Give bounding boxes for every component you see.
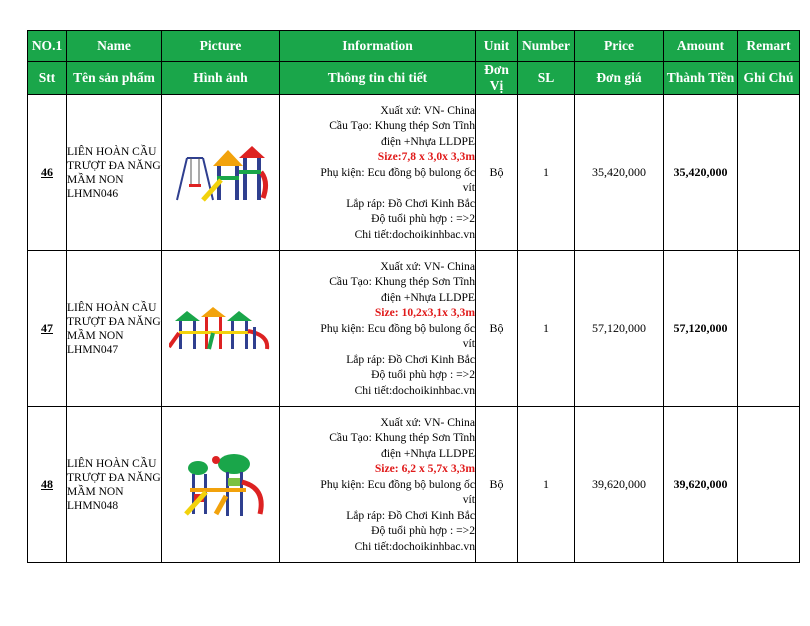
info-structure-cont: điện +Nhựa LLDPE [381,290,475,304]
info-age: Độ tuổi phù hợp : =>2 [371,368,475,382]
product-unit: Bộ [476,407,518,563]
col-header-name: Name [67,31,162,62]
info-size: Size: 10,2x3,1x 3,3m [374,306,475,320]
col-header-don-gia: Đơn giá [575,62,664,95]
product-note [738,251,800,407]
product-unit: Bộ [476,95,518,251]
col-header-price: Price [575,31,664,62]
col-header-number: Number [518,31,575,62]
product-info [280,251,476,407]
playground-swing-slide-icon [173,142,269,204]
info-size: Size:7,8 x 3,0x 3,3m [377,150,475,164]
row-stt-link[interactable]: 46 [28,95,67,251]
row-stt-link[interactable]: 47 [28,251,67,407]
info-structure-cont: điện +Nhựa LLDPE [381,446,475,460]
col-header-stt: Stt [28,62,67,95]
product-price: 57,120,000 [575,251,664,407]
table-row [28,95,800,251]
col-header-hinh-anh: Hình ảnh [162,62,280,95]
product-name: LIÊN HOÀN CẦU TRƯỢT ĐA NĂNG MẦM NON LHMN046 [67,95,162,251]
info-detail: Chi tiết:dochoikinhbac.vn [354,227,475,241]
product-qty: 1 [518,407,575,563]
info-structure-cont: điện +Nhựa LLDPE [381,134,475,148]
col-header-information: Information [280,31,476,62]
col-header-sl: SL [518,62,575,95]
row-stt-link[interactable]: 48 [28,407,67,563]
info-accessory: Phụ kiện: Ecu đồng bộ bulong ốc [320,321,475,335]
table-row [28,407,800,563]
product-picture-cell [162,407,280,563]
col-header-thong-tin: Thông tin chi tiết [280,62,476,95]
col-header-unit: Unit [476,31,518,62]
info-detail: Chi tiết:dochoikinhbac.vn [354,539,475,553]
playground-multi-tower-icon [169,307,273,351]
product-picture-cell [162,251,280,407]
product-price: 35,420,000 [575,95,664,251]
col-header-thanh-tien: Thành Tiền [664,62,738,95]
header-row-vietnamese [28,62,800,95]
product-info [280,407,476,563]
product-picture-cell [162,95,280,251]
table-row [28,251,800,407]
info-size: Size: 6,2 x 5,7x 3,3m [374,462,475,476]
header-row-english [28,31,800,62]
col-header-amount: Amount [664,31,738,62]
col-header-ten-san-pham: Tên sản phẩm [67,62,162,95]
product-unit: Bộ [476,251,518,407]
product-amount: 35,420,000 [664,95,738,251]
col-header-picture: Picture [162,31,280,62]
info-age: Độ tuổi phù hợp : =>2 [371,524,475,538]
product-qty: 1 [518,251,575,407]
info-assembly: Lắp ráp: Đồ Chơi Kinh Bắc [346,508,475,522]
col-header-no: NO.1 [28,31,67,62]
info-structure: Cầu Tạo: Khung thép Sơn Tĩnh [329,119,475,133]
info-assembly: Lắp ráp: Đồ Chơi Kinh Bắc [346,352,475,366]
playground-tree-house-icon [176,452,266,518]
info-structure: Cầu Tạo: Khung thép Sơn Tĩnh [329,275,475,289]
col-header-don-vi: Đơn Vị [476,62,518,95]
info-accessory: Phụ kiện: Ecu đồng bộ bulong ốc [320,165,475,179]
info-origin: Xuất xứ: VN- China [380,415,475,429]
info-assembly: Lắp ráp: Đồ Chơi Kinh Bắc [346,196,475,210]
info-origin: Xuất xứ: VN- China [380,103,475,117]
product-price: 39,620,000 [575,407,664,563]
info-structure: Cầu Tạo: Khung thép Sơn Tĩnh [329,431,475,445]
product-qty: 1 [518,95,575,251]
product-amount: 39,620,000 [664,407,738,563]
product-name: LIÊN HOÀN CẦU TRƯỢT ĐA NĂNG MẦM NON LHMN047 [67,251,162,407]
info-origin: Xuất xứ: VN- China [380,259,475,273]
product-info [280,95,476,251]
product-name: LIÊN HOÀN CẦU TRƯỢT ĐA NĂNG MẦM NON LHMN048 [67,407,162,563]
col-header-ghi-chu: Ghi Chú [738,62,800,95]
info-accessory-cont: vít [462,337,475,351]
product-note [738,95,800,251]
product-note [738,407,800,563]
col-header-remark: Remart [738,31,800,62]
info-detail: Chi tiết:dochoikinhbac.vn [354,383,475,397]
info-age: Độ tuổi phù hợp : =>2 [371,212,475,226]
product-quote-table [27,30,800,563]
info-accessory: Phụ kiện: Ecu đồng bộ bulong ốc [320,477,475,491]
product-amount: 57,120,000 [664,251,738,407]
info-accessory-cont: vít [462,493,475,507]
info-accessory-cont: vít [462,181,475,195]
